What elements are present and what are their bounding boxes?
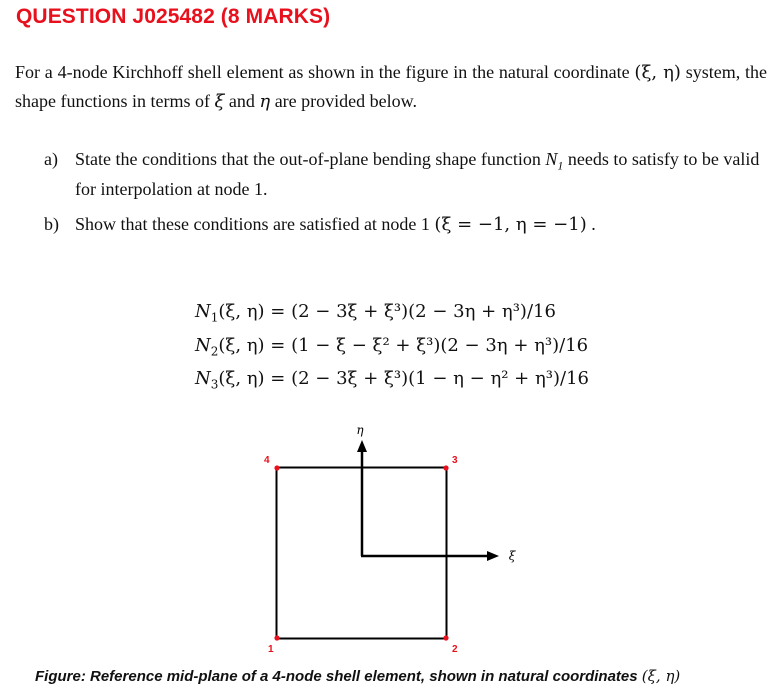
equation-n2 — [195, 332, 589, 366]
intro-paragraph — [15, 58, 767, 116]
intro-xi: ξ — [214, 91, 225, 112]
intro-text-2: system, the shape functions in terms of — [15, 62, 767, 111]
question-b-label: b) — [44, 214, 59, 234]
equation-n1-symbol: N — [195, 301, 211, 322]
equation-n3 — [195, 365, 589, 399]
equation-n3-args: (ξ, η) = — [218, 368, 292, 390]
question-a-label: a) — [44, 149, 58, 169]
figure-caption — [35, 667, 680, 685]
equation-n1-rhs: (2 − 3ξ + ξ³)(2 − 3η + η³)/16 — [291, 301, 556, 322]
equation-n3-rhs: (2 − 3ξ + ξ³)(1 − η − η² + η³)/16 — [291, 368, 589, 390]
equation-n2-args: (ξ, η) = — [218, 334, 292, 356]
figure-caption-coords: (ξ, η) — [641, 667, 681, 685]
question-a-text — [75, 148, 768, 201]
xi-arrow-head — [487, 551, 499, 561]
question-b-text — [75, 213, 768, 236]
equation-n3-sub: 3 — [210, 377, 219, 392]
equation-n2-sub: 2 — [210, 344, 219, 359]
node-3-marker — [443, 465, 448, 470]
intro-text-4: are provided below. — [270, 91, 417, 111]
question-title: QUESTION J025482 (8 MARKS) — [16, 5, 331, 28]
element-boundary — [277, 468, 447, 639]
equation-n3-symbol: N — [195, 368, 211, 390]
question-b — [44, 213, 768, 236]
equation-n1 — [195, 298, 589, 332]
shape-function-equations — [195, 298, 589, 399]
question-b-text-2: . — [586, 214, 596, 234]
question-b-text-1: Show that these conditions are satisfied at node 1 — [75, 214, 435, 234]
intro-coords: (ξ, η) — [634, 62, 681, 83]
node-1-marker — [274, 635, 279, 640]
eta-axis-label: η — [356, 423, 364, 437]
question-b-condition: (ξ = −1, η = −1) — [434, 214, 587, 235]
equation-n2-symbol: N — [195, 334, 211, 356]
xi-axis-label: ξ — [508, 549, 516, 563]
node-4-label: 4 — [264, 455, 270, 466]
node-3-label: 3 — [452, 455, 458, 466]
question-a — [44, 148, 768, 201]
intro-text-1: For a 4-node Kirchhoff shell element as shown in the figure in the natural coordinate — [15, 62, 635, 82]
eta-arrow-head — [357, 440, 367, 452]
question-a-text-1: State the conditions that the out-of-plane bending shape function — [75, 149, 546, 169]
node-2-label: 2 — [452, 644, 458, 655]
question-a-symbol — [545, 149, 564, 173]
question-a-symbol-main: N — [545, 149, 558, 169]
equation-n1-sub: 1 — [210, 310, 219, 325]
question-a-text-2: needs to satisfy to be valid for interpolation at node 1. — [75, 149, 760, 199]
question-a-symbol-sub: 1 — [557, 158, 564, 173]
node-4-marker — [274, 465, 279, 470]
equation-n1-args: (ξ, η) = — [218, 301, 292, 322]
figure-caption-text: Figure: Reference mid-plane of a 4-node shell element, shown in natural coordinates — [35, 668, 642, 685]
node-2-marker — [443, 635, 448, 640]
intro-text-3: and — [224, 91, 260, 111]
intro-eta: η — [259, 91, 271, 112]
equation-n2-rhs: (1 − ξ − ξ² + ξ³)(2 − 3η + η³)/16 — [291, 334, 589, 356]
node-1-label: 1 — [268, 644, 274, 655]
